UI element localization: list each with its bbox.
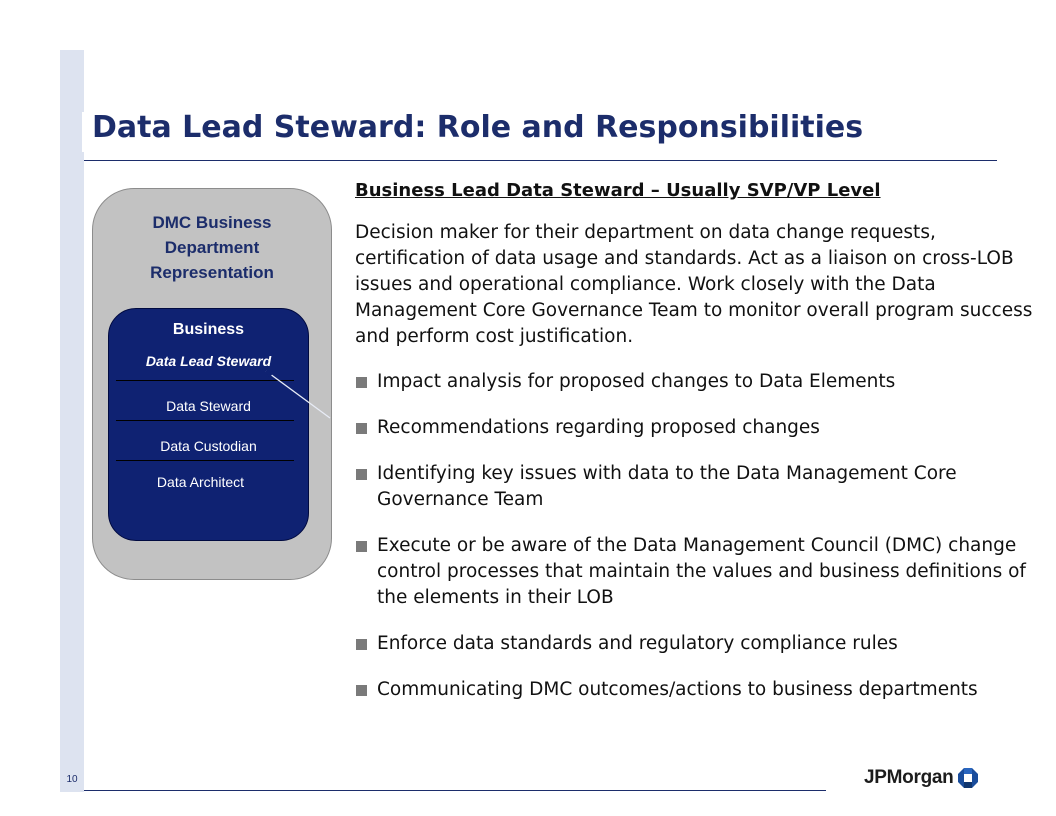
square-bullet-icon (356, 423, 367, 434)
role-data-custodian: Data Custodian (160, 438, 257, 454)
logo-text: JPMorgan (864, 767, 954, 788)
square-bullet-icon (356, 469, 367, 480)
square-bullet-icon (356, 639, 367, 650)
responsibility-item (355, 677, 1050, 703)
responsibility-text: Identifying key issues with data to the Data Management Core Governance Team (377, 463, 957, 510)
square-bullet-icon (356, 377, 367, 388)
responsibility-text: Communicating DMC outcomes/actions to business departments (377, 679, 978, 700)
title-tick (82, 112, 84, 152)
business-heading: Business (172, 321, 245, 338)
square-bullet-icon (356, 541, 367, 552)
business-roles-box (108, 308, 309, 541)
responsibility-text: Recommendations regarding proposed changes (377, 417, 820, 438)
responsibility-item (355, 415, 1050, 441)
role-divider (116, 420, 294, 421)
dmc-representation-title (92, 210, 332, 285)
role-data-steward: Data Steward (166, 398, 251, 414)
octagon-logo-icon (957, 767, 979, 789)
slide-title: Data Lead Steward: Role and Responsibilities (92, 110, 864, 145)
role-data-architect: Data Architect (156, 474, 245, 490)
data-lead-steward-label: Data Lead Steward (145, 353, 272, 369)
role-divider (116, 380, 294, 381)
footer-rule (84, 790, 826, 791)
responsibility-item (355, 631, 1050, 657)
title-rule (84, 160, 997, 161)
responsibility-text: Execute or be aware of the Data Management Council (DMC) change control processes that maintain the values and business definitions of the elements in their LOB (377, 535, 1026, 608)
responsibility-item (355, 369, 1050, 395)
jpmorgan-logo (864, 763, 979, 793)
square-bullet-icon (356, 685, 367, 696)
responsibility-text: Impact analysis for proposed changes to Data Elements (377, 371, 896, 392)
left-side-band (60, 50, 84, 792)
responsibility-item (355, 533, 1050, 611)
outer-title-line: Department (164, 238, 260, 257)
responsibilities-panel (355, 178, 1050, 703)
responsibility-text: Enforce data standards and regulatory compliance rules (377, 633, 898, 654)
responsibility-list (355, 369, 1050, 703)
role-divider (116, 460, 294, 461)
role-heading: Business Lead Data Steward – Usually SVP/VP Level (355, 180, 881, 201)
outer-title-line: DMC Business (152, 213, 272, 232)
outer-title-line: Representation (150, 263, 274, 282)
role-description: Decision maker for their department on data change requests, certification of data usage and standards. Act as a liaison on cross-LOB issues and operational compliance. Work closely with the Data Management Core Governance Team to monitor overall program success and perform cost justification. (355, 222, 1033, 347)
page-number: 10 (66, 774, 78, 785)
responsibility-item (355, 461, 1050, 513)
